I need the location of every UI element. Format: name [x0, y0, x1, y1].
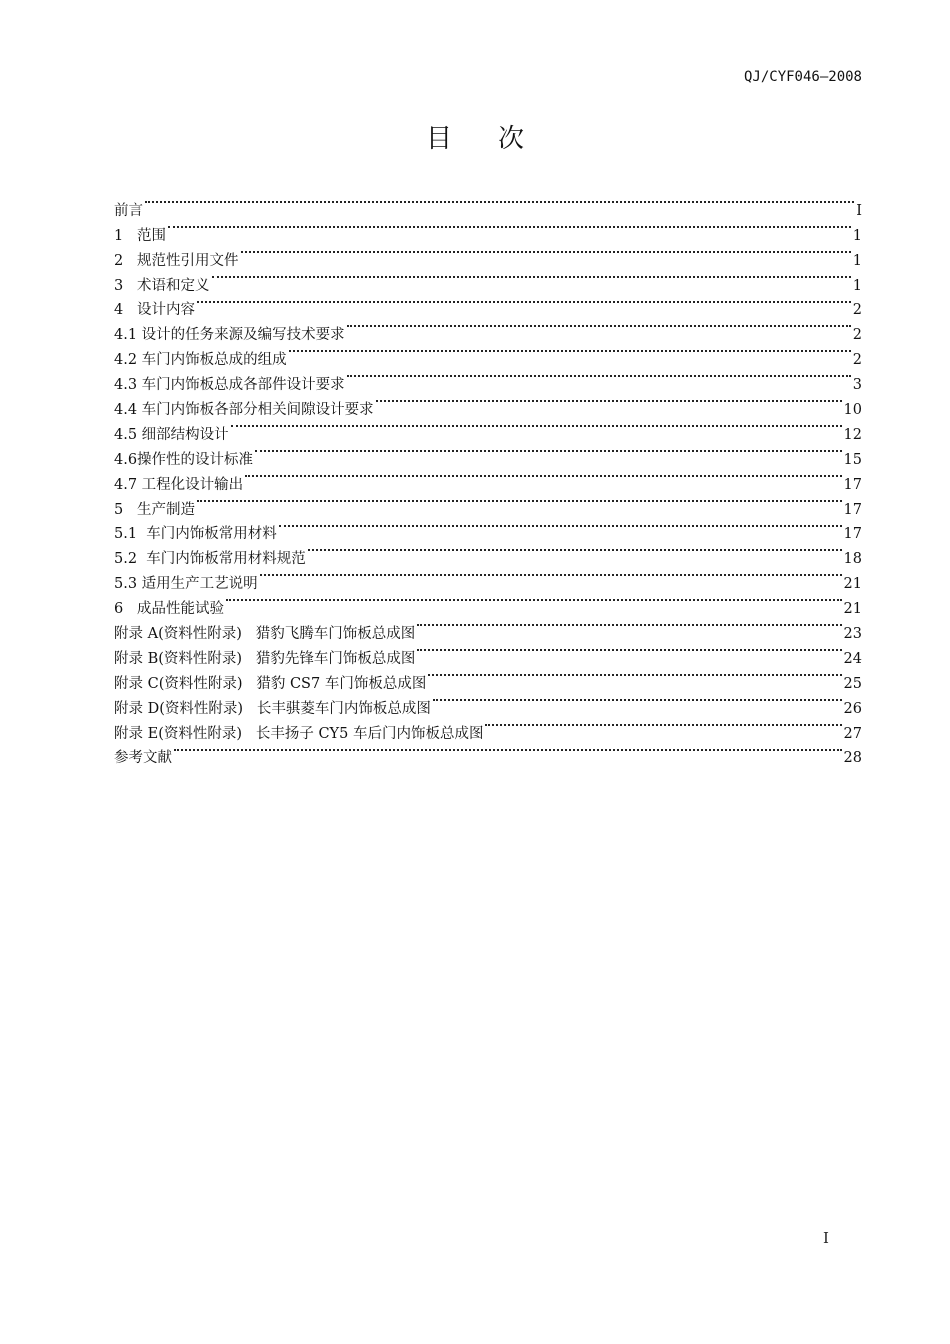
toc-entry[interactable] [114, 265, 862, 294]
toc-dot-leader [197, 489, 841, 514]
toc-dot-leader [145, 190, 854, 215]
toc-dot-leader [433, 688, 842, 713]
toc-entry-page: 12 [843, 426, 862, 443]
toc-dot-leader [212, 265, 851, 290]
toc-dot-leader [168, 215, 851, 240]
toc-entry-page: 23 [843, 626, 862, 643]
toc-entry[interactable] [114, 514, 862, 543]
toc-entry-page: 27 [843, 725, 862, 742]
toc-entry-label: 4 设计内容 [114, 302, 196, 319]
toc-entry-label: 5.1 车门内饰板常用材料 [114, 526, 277, 543]
toc-dot-leader [241, 240, 851, 265]
toc-dot-leader [226, 588, 841, 613]
toc-entry-label: 4.7 工程化设计输出 [114, 476, 244, 493]
toc-dot-leader [347, 314, 851, 339]
toc-entry-label: 4.5 细部结构设计 [114, 426, 229, 443]
toc-entry-label: 4.1 设计的任务来源及编写技术要求 [114, 327, 345, 344]
toc-dot-leader [376, 389, 842, 414]
toc-entry-label: 附录 C(资料性附录) 猎豹 CS7 车门饰板总成图 [114, 675, 427, 692]
toc-entry-label: 附录 B(资料性附录) 猎豹先锋车门饰板总成图 [114, 650, 416, 667]
toc-entry-page: I [856, 202, 862, 219]
toc-entry-page: 17 [843, 526, 862, 543]
toc-entry-label: 2 规范性引用文件 [114, 252, 239, 269]
toc-entry-label: 4.2 车门内饰板总成的组成 [114, 352, 287, 369]
page-number: I [823, 1229, 829, 1247]
toc-entry-label: 附录 A(资料性附录) 猎豹飞腾车门饰板总成图 [114, 626, 416, 643]
document-code: QJ/CYF046—2008 [743, 69, 862, 85]
toc-entry[interactable] [114, 489, 862, 518]
toc-entry-label: 参考文献 [114, 750, 172, 767]
toc-dot-leader [347, 364, 851, 389]
toc-entry-label: 5 生产制造 [114, 501, 196, 518]
toc-entry-page: 1 [852, 252, 862, 269]
toc-dot-leader [417, 638, 841, 663]
toc-entry-page: 17 [843, 501, 862, 518]
toc-entry[interactable] [114, 613, 862, 643]
toc-dot-leader [417, 613, 841, 638]
toc-title: 目次 [425, 124, 570, 154]
toc-entry[interactable] [114, 215, 862, 244]
toc-entry-page: 3 [852, 377, 862, 394]
toc-entry-page: 25 [843, 675, 862, 692]
toc-entry-page: 1 [852, 227, 862, 244]
toc-dot-leader [428, 663, 841, 688]
toc-entry[interactable] [114, 588, 862, 618]
toc-dot-leader [255, 439, 841, 464]
toc-entry[interactable] [114, 738, 862, 767]
toc-entry-label: 3 术语和定义 [114, 277, 210, 294]
toc-entry-page: 2 [852, 302, 862, 319]
toc-entry[interactable] [114, 240, 862, 269]
toc-dot-leader [245, 464, 841, 489]
toc-entry-page: 21 [843, 576, 862, 593]
toc-entry-page: 15 [843, 451, 862, 468]
toc-entry-label: 6 成品性能试验 [114, 601, 225, 618]
toc-entry[interactable] [114, 314, 862, 344]
toc-entry-page: 24 [843, 650, 862, 667]
toc-entry-page: 1 [852, 277, 862, 294]
toc-entry-page: 28 [843, 750, 862, 767]
toc-entry-page: 26 [843, 700, 862, 717]
toc-entry-label: 前言 [114, 202, 143, 219]
toc-dot-leader [231, 414, 842, 439]
toc-entry-label: 5.2 车门内饰板常用材料规范 [114, 551, 306, 568]
toc-entry-label: 附录 D(资料性附录) 长丰骐菱车门内饰板总成图 [114, 700, 431, 717]
toc-entry-label: 4.4 车门内饰板各部分相关间隙设计要求 [114, 402, 374, 419]
toc-dot-leader [289, 339, 851, 364]
toc-dot-leader [260, 563, 842, 588]
toc-entry-label: 1 范围 [114, 227, 167, 244]
toc-entry-page: 17 [843, 476, 862, 493]
toc-entry-page: 18 [843, 551, 862, 568]
toc-entry-label: 5.3 适用生产工艺说明 [114, 576, 258, 593]
toc-entry-label: 附录 E(资料性附录) 长丰扬子 CY5 车后门内饰板总成图 [114, 725, 484, 742]
toc-dot-leader [174, 738, 842, 763]
toc-dot-leader [279, 514, 842, 539]
toc-dot-leader [197, 290, 851, 315]
toc-dot-leader [308, 538, 842, 563]
toc-entry-page: 2 [852, 352, 862, 369]
toc-entry[interactable] [114, 290, 862, 319]
toc-entry-label: 4.3 车门内饰板总成各部件设计要求 [114, 377, 345, 394]
toc-entry-page: 21 [843, 601, 862, 618]
table-of-contents [114, 190, 862, 767]
toc-entry-page: 2 [852, 327, 862, 344]
toc-entry[interactable] [114, 190, 862, 219]
toc-dot-leader [485, 713, 841, 738]
toc-entry-page: 10 [843, 402, 862, 419]
toc-entry-label: 4.6操作性的设计标准 [114, 451, 254, 468]
